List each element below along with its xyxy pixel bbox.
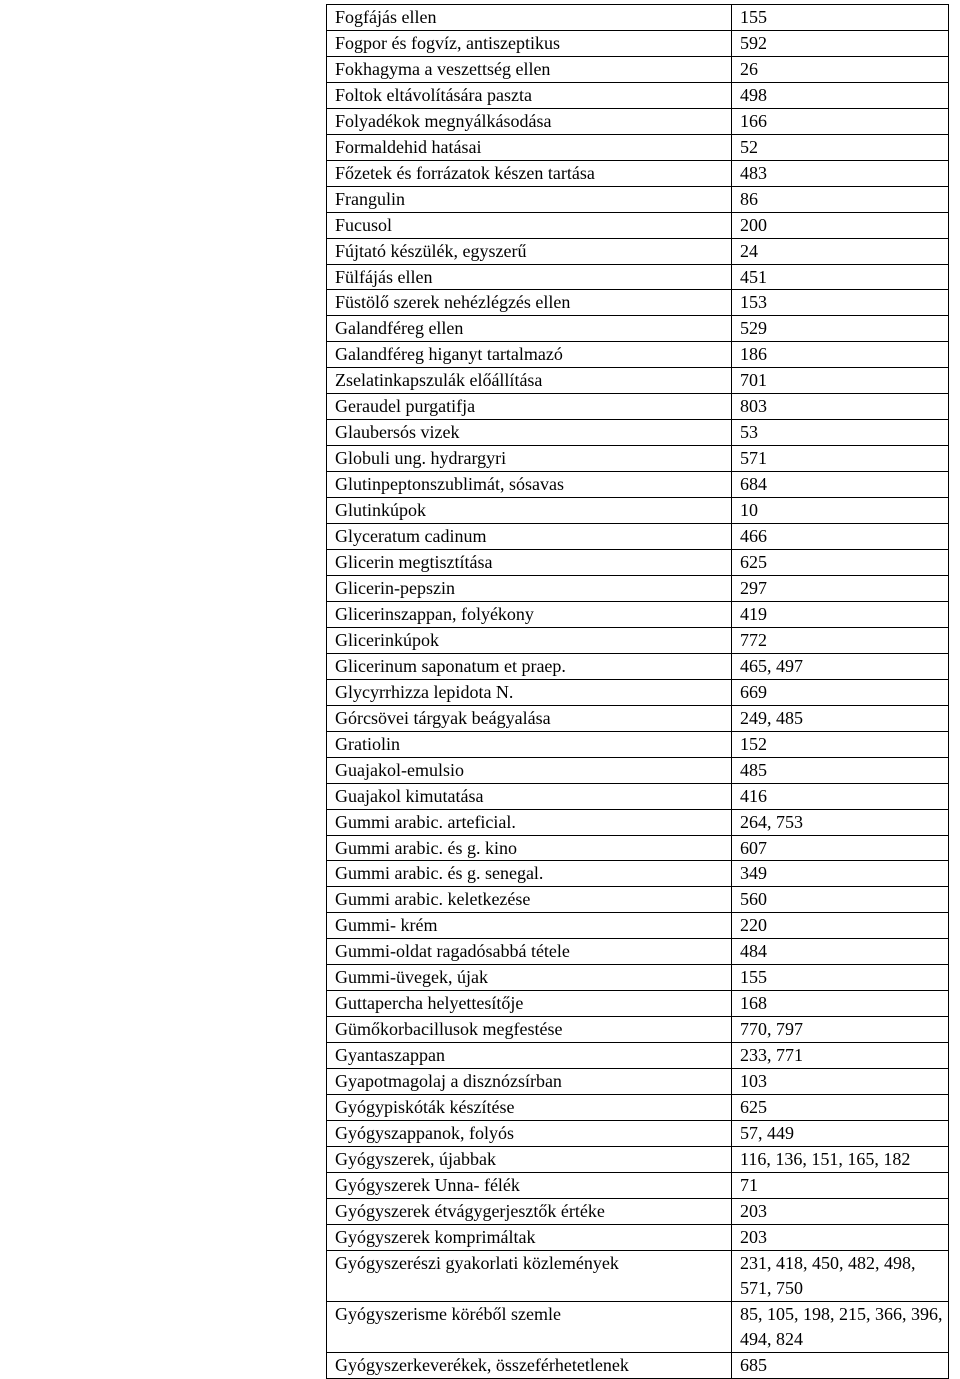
index-page-numbers: 186 (732, 342, 949, 368)
index-term: Gyógypiskóták készítése (327, 1095, 732, 1121)
table-row (327, 472, 949, 498)
table-row (327, 705, 949, 731)
index-page-numbers: 10 (732, 498, 949, 524)
index-term: Globuli ung. hydrargyri (327, 446, 732, 472)
table-row (327, 887, 949, 913)
table-row (327, 991, 949, 1017)
table-row (327, 939, 949, 965)
index-term: Galandféreg higanyt tartalmazó (327, 342, 732, 368)
table-row (327, 264, 949, 290)
table-row (327, 653, 949, 679)
index-term: Gummi arabic. és g. kino (327, 835, 732, 861)
table-row (327, 679, 949, 705)
index-term: Gyógyszerek, újabbak (327, 1146, 732, 1172)
table-row (327, 1224, 949, 1250)
index-page-numbers: 220 (732, 913, 949, 939)
table-row (327, 368, 949, 394)
index-term: Gyógyszerek étvágygerjesztők értéke (327, 1198, 732, 1224)
table-row (327, 783, 949, 809)
table-row (327, 420, 949, 446)
table-row (327, 186, 949, 212)
index-table (326, 4, 949, 1379)
index-page-numbers: 249, 485 (732, 705, 949, 731)
table-row (327, 1120, 949, 1146)
table-row (327, 56, 949, 82)
index-page-numbers: 264, 753 (732, 809, 949, 835)
index-page-numbers: 53 (732, 420, 949, 446)
table-row (327, 1352, 949, 1378)
index-page-numbers: 451 (732, 264, 949, 290)
index-term: Glicerin-pepszin (327, 575, 732, 601)
index-term: Glutinpeptonszublimát, sósavas (327, 472, 732, 498)
index-page-numbers: 203 (732, 1198, 949, 1224)
index-term: Glyceratum cadinum (327, 524, 732, 550)
table-row (327, 861, 949, 887)
index-term: Gyapotmagolaj a disznózsírban (327, 1069, 732, 1095)
index-page-numbers: 498 (732, 82, 949, 108)
index-page-numbers: 203 (732, 1224, 949, 1250)
index-page-numbers: 684 (732, 472, 949, 498)
index-page-numbers: 466 (732, 524, 949, 550)
index-term: Formaldehid hatásai (327, 134, 732, 160)
index-term: Glicerinum saponatum et praep. (327, 653, 732, 679)
index-term: Glicerinkúpok (327, 627, 732, 653)
index-table-body (327, 5, 949, 1379)
index-page-numbers: 485 (732, 757, 949, 783)
index-term: Frangulin (327, 186, 732, 212)
index-term: Galandféreg ellen (327, 316, 732, 342)
index-term: Guttapercha helyettesítője (327, 991, 732, 1017)
index-page-numbers: 297 (732, 575, 949, 601)
index-term: Gyógyszerisme köréből szemle (327, 1301, 732, 1352)
index-page-numbers: 155 (732, 965, 949, 991)
index-page-numbers: 116, 136, 151, 165, 182 (732, 1146, 949, 1172)
index-term: Fucusol (327, 212, 732, 238)
index-term: Fülfájás ellen (327, 264, 732, 290)
index-term: Glutinkúpok (327, 498, 732, 524)
index-term: Gummi arabic. és g. senegal. (327, 861, 732, 887)
table-row (327, 1017, 949, 1043)
table-row (327, 1198, 949, 1224)
index-term: Glycyrrhizza lepidota N. (327, 679, 732, 705)
index-page-numbers: 85, 105, 198, 215, 366, 396, 494, 824 (732, 1301, 949, 1352)
index-page-numbers: 685 (732, 1352, 949, 1378)
index-term: Gyógyszerkeverékek, összeférhetetlenek (327, 1352, 732, 1378)
index-term: Gyantaszappan (327, 1043, 732, 1069)
table-row (327, 1250, 949, 1301)
index-term: Górcsövei tárgyak beágyalása (327, 705, 732, 731)
index-page-numbers: 483 (732, 160, 949, 186)
index-term: Fogpor és fogvíz, antiszeptikus (327, 30, 732, 56)
index-page-numbers: 669 (732, 679, 949, 705)
index-page-numbers: 24 (732, 238, 949, 264)
index-term: Füstölő szerek nehézlégzés ellen (327, 290, 732, 316)
index-page-numbers: 200 (732, 212, 949, 238)
index-page-numbers: 529 (732, 316, 949, 342)
index-page-numbers: 772 (732, 627, 949, 653)
table-row (327, 601, 949, 627)
table-row (327, 965, 949, 991)
table-row (327, 1172, 949, 1198)
index-page-numbers: 419 (732, 601, 949, 627)
index-page-numbers: 701 (732, 368, 949, 394)
index-page-numbers: 349 (732, 861, 949, 887)
table-row (327, 316, 949, 342)
index-page-numbers: 57, 449 (732, 1120, 949, 1146)
table-row (327, 160, 949, 186)
index-term: Zselatinkapszulák előállítása (327, 368, 732, 394)
table-row (327, 498, 949, 524)
index-term: Glicerin megtisztítása (327, 550, 732, 576)
index-page-numbers: 155 (732, 5, 949, 31)
index-term: Gratiolin (327, 731, 732, 757)
index-page-numbers: 166 (732, 108, 949, 134)
table-row (327, 524, 949, 550)
index-page-numbers: 592 (732, 30, 949, 56)
table-row (327, 238, 949, 264)
index-term: Geraudel purgatifja (327, 394, 732, 420)
index-page-numbers: 52 (732, 134, 949, 160)
table-row (327, 212, 949, 238)
table-row (327, 134, 949, 160)
table-row (327, 342, 949, 368)
index-page-numbers: 465, 497 (732, 653, 949, 679)
table-row (327, 835, 949, 861)
index-page-numbers: 168 (732, 991, 949, 1017)
index-page-numbers: 416 (732, 783, 949, 809)
table-row (327, 5, 949, 31)
table-row (327, 1043, 949, 1069)
index-term: Gümőkorbacillusok megfestése (327, 1017, 732, 1043)
index-term: Fújtató készülék, egyszerű (327, 238, 732, 264)
table-row (327, 757, 949, 783)
table-row (327, 30, 949, 56)
index-term: Gummi- krém (327, 913, 732, 939)
index-page-numbers: 571 (732, 446, 949, 472)
index-page-numbers: 625 (732, 550, 949, 576)
table-row (327, 731, 949, 757)
index-page-numbers: 153 (732, 290, 949, 316)
index-page-numbers: 803 (732, 394, 949, 420)
index-page-numbers: 231, 418, 450, 482, 498, 571, 750 (732, 1250, 949, 1301)
index-term: Gummi-oldat ragadósabbá tétele (327, 939, 732, 965)
index-term: Guajakol-emulsio (327, 757, 732, 783)
table-row (327, 108, 949, 134)
index-page-numbers: 86 (732, 186, 949, 212)
table-row (327, 1095, 949, 1121)
index-term: Főzetek és forrázatok készen tartása (327, 160, 732, 186)
table-row (327, 1146, 949, 1172)
index-page-numbers: 770, 797 (732, 1017, 949, 1043)
table-row (327, 575, 949, 601)
index-page-numbers: 152 (732, 731, 949, 757)
index-term: Guajakol kimutatása (327, 783, 732, 809)
index-page-numbers: 484 (732, 939, 949, 965)
index-page-numbers: 103 (732, 1069, 949, 1095)
index-page-numbers: 625 (732, 1095, 949, 1121)
table-row (327, 913, 949, 939)
index-page-numbers: 560 (732, 887, 949, 913)
table-row (327, 627, 949, 653)
index-term: Gyógyszerészi gyakorlati közlemények (327, 1250, 732, 1301)
index-term: Gyógyszerek Unna- félék (327, 1172, 732, 1198)
table-row (327, 809, 949, 835)
index-term: Gummi-üvegek, újak (327, 965, 732, 991)
index-term: Gummi arabic. keletkezése (327, 887, 732, 913)
index-term: Gummi arabic. arteficial. (327, 809, 732, 835)
index-term: Glaubersós vizek (327, 420, 732, 446)
index-term: Gyógyszerek komprimáltak (327, 1224, 732, 1250)
table-row (327, 290, 949, 316)
table-row (327, 82, 949, 108)
index-term: Fogfájás ellen (327, 5, 732, 31)
index-page-numbers: 233, 771 (732, 1043, 949, 1069)
table-row (327, 1301, 949, 1352)
table-row (327, 1069, 949, 1095)
table-row (327, 446, 949, 472)
table-row (327, 550, 949, 576)
index-term: Gyógyszappanok, folyós (327, 1120, 732, 1146)
index-term: Fokhagyma a veszettség ellen (327, 56, 732, 82)
index-page-numbers: 71 (732, 1172, 949, 1198)
index-term: Foltok eltávolítására paszta (327, 82, 732, 108)
table-row (327, 394, 949, 420)
index-term: Glicerinszappan, folyékony (327, 601, 732, 627)
index-page-numbers: 607 (732, 835, 949, 861)
index-page-numbers: 26 (732, 56, 949, 82)
index-term: Folyadékok megnyálkásodása (327, 108, 732, 134)
